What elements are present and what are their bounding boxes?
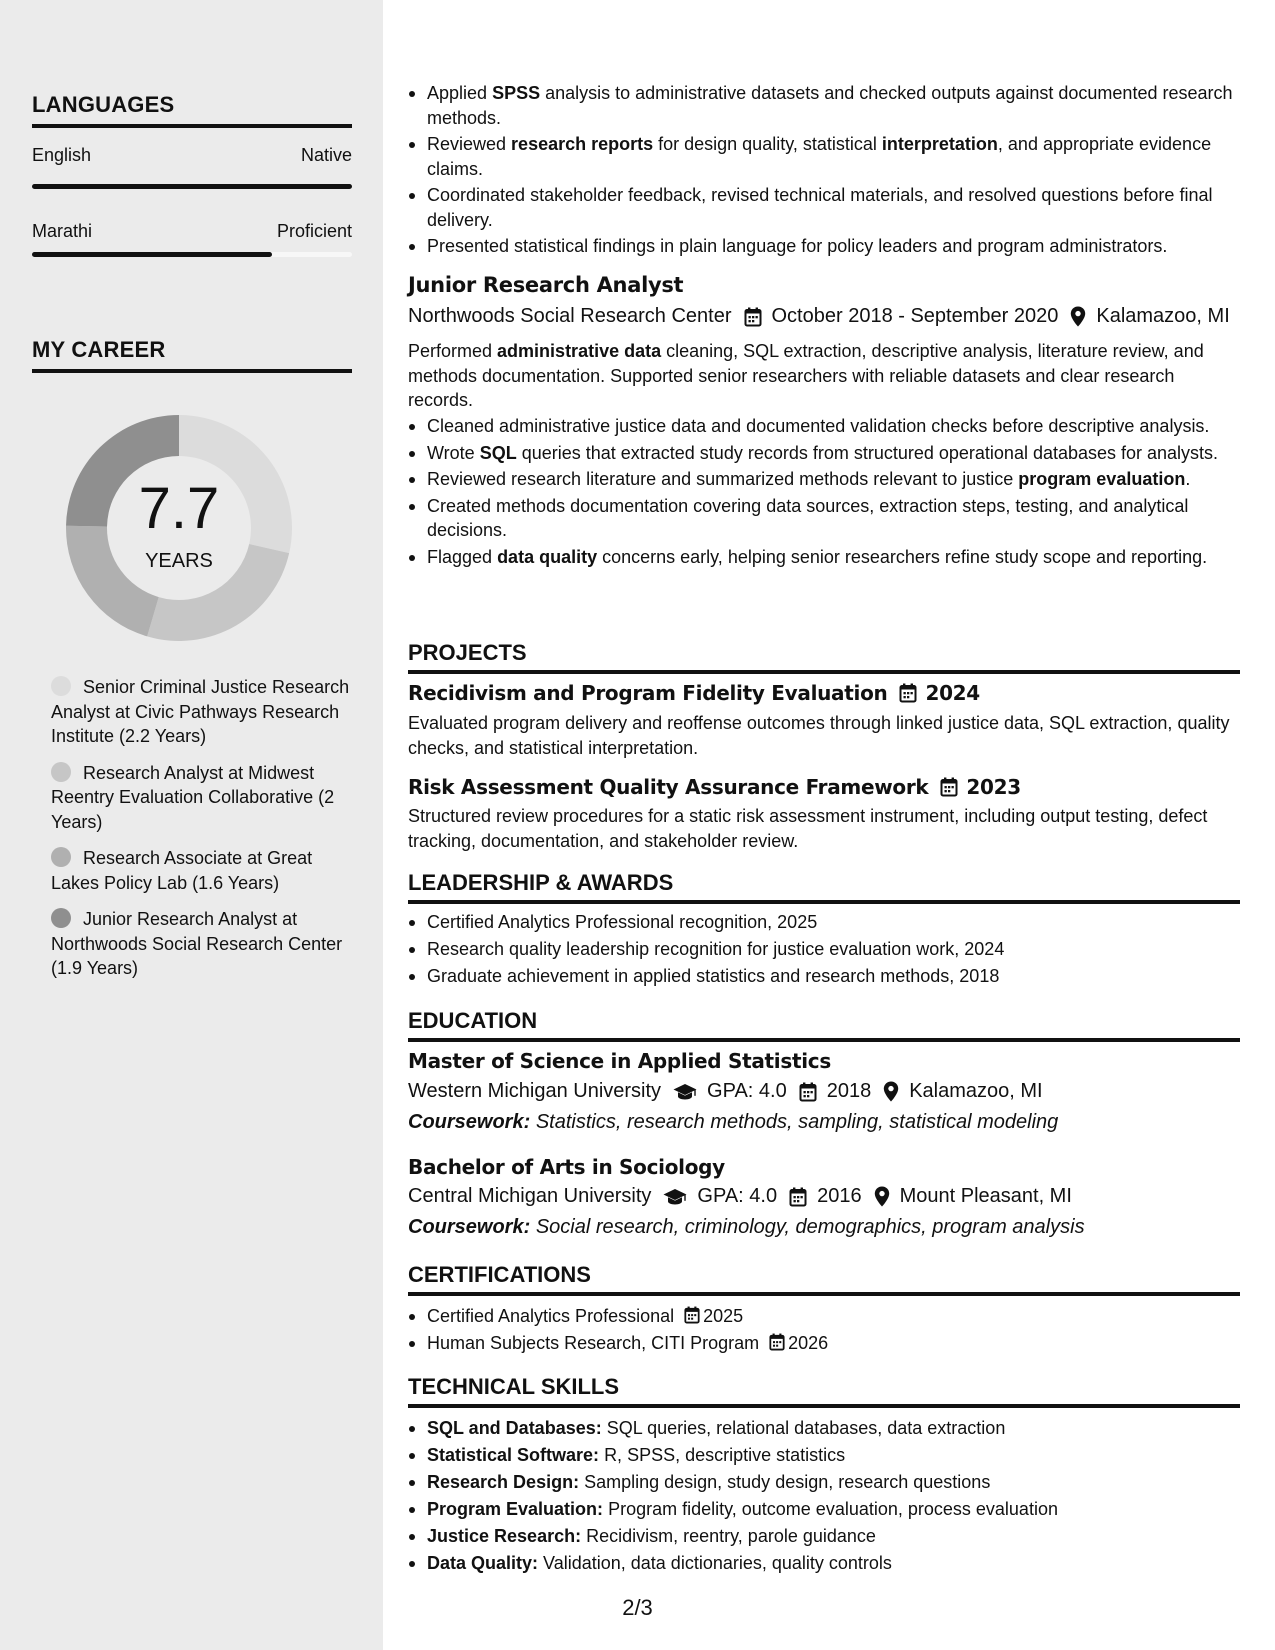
certification-item bbox=[408, 1304, 1240, 1329]
bold-keyword: SQL bbox=[479, 442, 517, 463]
coursework bbox=[408, 1216, 1085, 1239]
graduation-year: 2016 bbox=[817, 1185, 862, 1207]
skill-item bbox=[408, 1497, 1240, 1522]
skill-value: Validation, data dictionaries, quality controls bbox=[543, 1553, 892, 1573]
bold-keyword: program evaluation bbox=[1018, 469, 1186, 489]
project-title bbox=[408, 775, 1021, 799]
career-item-label: Junior Research Analyst at Northwoods Social Research Center (1.9 Years) bbox=[51, 909, 343, 978]
language-bar-english bbox=[32, 184, 352, 189]
bullet-item: Created methods documentation covering data sources, extraction steps, testing, and analytical decisions. bbox=[408, 494, 1240, 543]
job-dates: October 2018 - September 2020 bbox=[771, 305, 1059, 327]
language-name: Marathi bbox=[32, 221, 93, 241]
awards-heading: LEADERSHIP & AWARDS bbox=[408, 870, 1240, 904]
career-total-years: 7.7 bbox=[138, 476, 220, 541]
location-pin-icon bbox=[874, 1186, 890, 1207]
school-name: Central Michigan University bbox=[408, 1185, 652, 1207]
graduation-cap-icon bbox=[673, 1083, 697, 1101]
career-item-label: Research Analyst at Midwest Reentry Evaluation Collaborative (2 Years) bbox=[51, 762, 335, 832]
languages-heading: LANGUAGES bbox=[32, 92, 352, 128]
language-bar-marathi bbox=[32, 252, 352, 257]
bold-keyword: SQL and Databases: bbox=[427, 1418, 602, 1438]
language-bar-fill bbox=[32, 252, 272, 257]
career-item-label: Research Associate at Great Lakes Policy Lab (1.6 Years) bbox=[51, 848, 313, 893]
bullet-item: Wrote SQL queries that extracted study records from structured operational databases for analysts. bbox=[408, 441, 1240, 466]
project-name: Recidivism and Program Fidelity Evaluation bbox=[408, 681, 888, 705]
skill-item bbox=[408, 1524, 1240, 1549]
language-name: English bbox=[32, 145, 92, 165]
legend-dot bbox=[51, 762, 71, 782]
location-pin-icon bbox=[883, 1081, 899, 1102]
skill-item bbox=[408, 1443, 1240, 1468]
certification-name: Human Subjects Research, CITI Program bbox=[427, 1333, 760, 1353]
skill-item bbox=[408, 1551, 1240, 1576]
skill-item bbox=[408, 1470, 1240, 1495]
bullet-item: Reviewed research reports for design quality, statistical interpretation, and appropriate evidence claims. bbox=[408, 132, 1240, 181]
project-description: Structured review procedures for a static risk assessment instrument, including output testing, defect tracking, documentation, and stakeholder review. bbox=[408, 806, 1208, 851]
donut-slice bbox=[66, 526, 159, 637]
legend-dot bbox=[51, 908, 71, 928]
certification-name: Certified Analytics Professional bbox=[427, 1306, 675, 1326]
graduation-year: 2018 bbox=[826, 1080, 872, 1102]
bullet-item: Flagged data quality concerns early, helping senior researchers refine study scope and reporting. bbox=[408, 545, 1240, 570]
language-row-marathi bbox=[32, 221, 352, 242]
bullet-item: Reviewed research literature and summarized methods relevant to justice program evaluation. bbox=[408, 467, 1240, 492]
school-name: Western Michigan University bbox=[408, 1080, 662, 1102]
bold-keyword: Research Design: bbox=[427, 1472, 580, 1492]
education-meta bbox=[408, 1080, 1043, 1103]
previous-job-bullets bbox=[408, 81, 1240, 261]
calendar-icon bbox=[799, 1082, 817, 1102]
main-content bbox=[408, 0, 1240, 1650]
award-item: Research quality leadership recognition for justice evaluation work, 2024 bbox=[408, 937, 1240, 962]
calendar-icon bbox=[940, 777, 958, 797]
certification-item bbox=[408, 1331, 1240, 1356]
skill-value: Recidivism, reentry, parole guidance bbox=[586, 1526, 876, 1546]
legend-dot bbox=[51, 676, 71, 696]
coursework-list: Social research, criminology, demographics, program analysis bbox=[535, 1216, 1085, 1238]
award-item: Graduate achievement in applied statistics and research methods, 2018 bbox=[408, 964, 1240, 989]
education-heading: EDUCATION bbox=[408, 1008, 1240, 1042]
skill-value: Program fidelity, outcome evaluation, process evaluation bbox=[608, 1499, 1058, 1519]
certification-year: 2026 bbox=[788, 1333, 829, 1353]
job-meta bbox=[408, 305, 1230, 328]
bullet-item: Applied SPSS analysis to administrative datasets and checked outputs against documented research methods. bbox=[408, 81, 1240, 130]
bold-keyword: research reports bbox=[511, 134, 654, 154]
calendar-icon bbox=[899, 683, 917, 703]
calendar-icon bbox=[744, 307, 762, 327]
job-location: Kalamazoo, MI bbox=[1096, 305, 1230, 327]
career-item bbox=[51, 761, 351, 835]
calendar-icon bbox=[684, 1306, 700, 1324]
calendar-icon bbox=[789, 1187, 807, 1207]
awards-list bbox=[408, 910, 1240, 991]
career-list bbox=[51, 675, 351, 993]
skill-value: R, SPSS, descriptive statistics bbox=[604, 1445, 846, 1465]
certifications-heading: CERTIFICATIONS bbox=[408, 1262, 1240, 1296]
graduation-cap-icon bbox=[663, 1188, 687, 1206]
bold-keyword: Statistical Software: bbox=[427, 1445, 600, 1465]
bold-keyword: Data Quality: bbox=[427, 1553, 539, 1573]
calendar-icon bbox=[769, 1333, 785, 1351]
gpa: GPA: 4.0 bbox=[697, 1185, 778, 1207]
bullet-item: Presented statistical findings in plain language for policy leaders and program administrators. bbox=[408, 234, 1240, 259]
language-row-english bbox=[32, 145, 352, 166]
bullet-item: Coordinated stakeholder feedback, revised technical materials, and resolved questions before final delivery. bbox=[408, 183, 1240, 232]
project-title bbox=[408, 681, 980, 705]
career-total-unit: YEARS bbox=[145, 550, 213, 572]
school-location: Mount Pleasant, MI bbox=[899, 1185, 1072, 1207]
bold-keyword: interpretation bbox=[881, 134, 998, 154]
job-summary: Performed administrative data cleaning, SQL extraction, descriptive analysis, literature review, and methods documentation. Supported senior researchers with reliable datasets and clear research records. bbox=[408, 341, 1204, 410]
skill-value: Sampling design, study design, research questions bbox=[584, 1472, 991, 1492]
bold-keyword: Program Evaluation: bbox=[427, 1499, 604, 1519]
legend-dot bbox=[51, 847, 71, 867]
location-pin-icon bbox=[1070, 306, 1086, 327]
skill-value: SQL queries, relational databases, data extraction bbox=[606, 1418, 1006, 1438]
language-level: Native bbox=[300, 145, 352, 165]
project-description: Evaluated program delivery and reoffense outcomes through linked justice data, SQL extraction, quality checks, and statistical interpretation. bbox=[408, 713, 1230, 758]
coursework bbox=[408, 1111, 1058, 1134]
projects-heading: PROJECTS bbox=[408, 640, 1240, 674]
project-year: 2023 bbox=[966, 775, 1021, 799]
skills-heading: TECHNICAL SKILLS bbox=[408, 1374, 1240, 1408]
job-bullets bbox=[408, 414, 1240, 571]
job-company: Northwoods Social Research Center bbox=[408, 305, 732, 327]
certifications-list bbox=[408, 1304, 1240, 1358]
language-level: Proficient bbox=[276, 221, 352, 241]
coursework-label: Coursework: bbox=[408, 1111, 531, 1133]
coursework-list: Statistics, research methods, sampling, statistical modeling bbox=[535, 1111, 1059, 1133]
school-location: Kalamazoo, MI bbox=[909, 1080, 1043, 1102]
language-bar-fill bbox=[32, 184, 352, 189]
certification-year: 2025 bbox=[703, 1306, 744, 1326]
award-item: Certified Analytics Professional recognition, 2025 bbox=[408, 910, 1240, 935]
bold-keyword: SPSS bbox=[492, 83, 541, 103]
gpa: GPA: 4.0 bbox=[707, 1080, 787, 1102]
career-item-label: Senior Criminal Justice Research Analyst at Civic Pathways Research Institute (2.2 Years) bbox=[51, 677, 350, 746]
career-item bbox=[51, 846, 351, 895]
bullet-item: Cleaned administrative justice data and documented validation checks before descriptive analysis. bbox=[408, 414, 1240, 439]
career-item bbox=[51, 907, 351, 981]
career-item bbox=[51, 675, 351, 749]
degree-title: Master of Science in Applied Statistics bbox=[408, 1049, 831, 1073]
bold-keyword: administrative data bbox=[497, 341, 662, 361]
skills-list bbox=[408, 1416, 1240, 1578]
page-number bbox=[0, 1595, 1275, 1621]
project-name: Risk Assessment Quality Assurance Framework bbox=[408, 775, 929, 799]
project-year: 2024 bbox=[925, 681, 980, 705]
coursework-label: Coursework: bbox=[408, 1216, 531, 1238]
bold-keyword: data quality bbox=[497, 546, 598, 567]
bold-keyword: Justice Research: bbox=[427, 1526, 582, 1546]
degree-title: Bachelor of Arts in Sociology bbox=[408, 1155, 725, 1179]
career-heading: MY CAREER bbox=[32, 337, 352, 373]
page-number-text: 2/3 bbox=[622, 1595, 653, 1620]
education-meta bbox=[408, 1185, 1072, 1208]
skill-item bbox=[408, 1416, 1240, 1441]
job-title: Junior Research Analyst bbox=[408, 273, 684, 297]
sidebar bbox=[0, 0, 383, 1650]
